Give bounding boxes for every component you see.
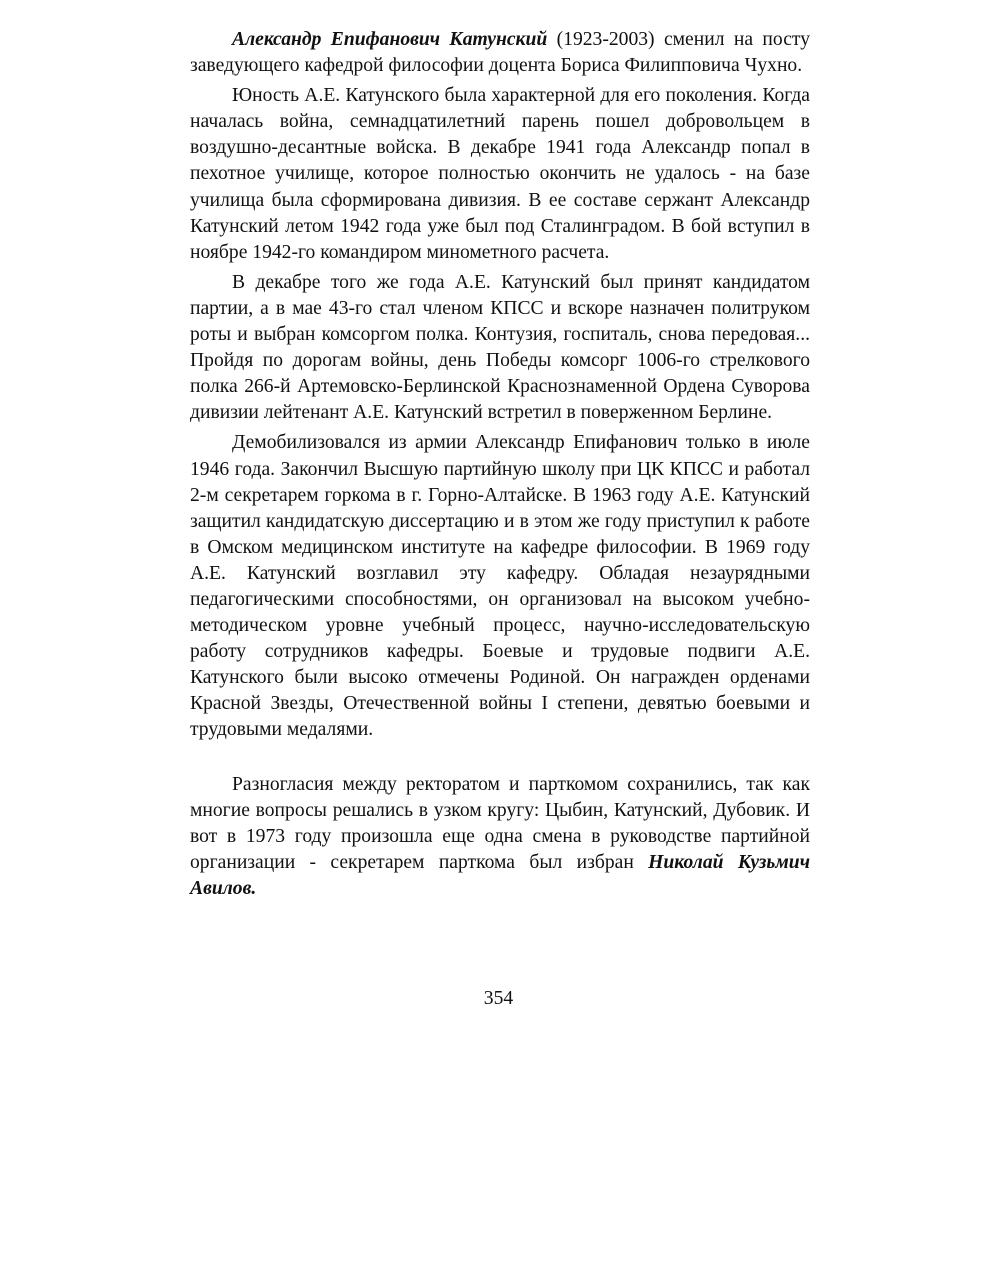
paragraph-text: Разногласия между ректоратом и парткомом сохранились, так как многие вопросы решались в узком кругу: Цыбин, Катунский, Дубовик. И вот в 1973 году произошла еще одна смена в руководстве партийной организации - секретарем парткома был избран <box>190 773 810 873</box>
paragraph-text: Юность А.Е. Катунского была характерной для его поколения. Когда началась война, семнадцатилетний парень пошел добровольцем в воздушно-десантные войска. В декабре 1941 года Александр попал в пехотное училище, которое полностью окончить не удалось - на базе училища была сформирована дивизия. В ее составе сержант Александр Катунский летом 1942 года уже был под Сталинградом. В бой вступил в ноябре 1942-го командиром минометного расчета. <box>190 85 810 263</box>
document-page <box>190 27 810 902</box>
paragraph-youth <box>190 83 810 266</box>
paragraph-text: Демобилизовался из армии Александр Епифанович только в июле 1946 года. Закончил Высшую партийную школу при ЦК КПСС и работал 2-м секретарем горкома в г. Горно-Алтайске. В 1963 году А.Е. Катунский защитил кандидатскую диссертацию и в этом же году приступил к работе в Омском медицинском институте на кафедре философии. В 1969 году А.Е. Катунский возглавил эту кафедру. Обладая незаурядными педагогическими способностями, он организовал на высоком учебно-методическом уровне учебный процесс, научно-исследовательскую работу сотрудников кафедры. Боевые и трудовые подвиги А.Е. Катунского были высоко отмечены Родиной. Он награжден орденами Красной Звезды, Отечественной войны I степени, девятью боевыми и трудовыми медалями. <box>190 432 810 741</box>
paragraph-text: В декабре того же года А.Е. Катунский был принят кандидатом партии, а в мае 43-го стал членом КПСС и вскоре назначен политруком роты и выбран комсоргом полка. Контузия, госпиталь, снова передовая... Пройдя по дорогам войны, день Победы комсорг 1006-го стрелкового полка 266-й Артемовско-Берлинской Краснознаменной Ордена Суворова дивизии лейтенант А.Е. Катунский встретил в поверженном Берлине. <box>190 271 810 424</box>
person-name-avilov: Николай Кузьмич Авилов. <box>190 851 810 899</box>
paragraph-career <box>190 430 810 743</box>
paragraph-appointment <box>190 27 810 79</box>
paragraph-party-secretary <box>190 772 810 902</box>
page-number: 354 <box>483 988 514 1009</box>
person-name-katunsky: Александр Епифанович Катунский <box>232 29 548 50</box>
paragraph-text: (1923-2003) сменил на посту заведующего кафедрой философии доцента Бориса Филипповича Чухно. <box>190 29 810 77</box>
paragraph-war-service <box>190 270 810 427</box>
